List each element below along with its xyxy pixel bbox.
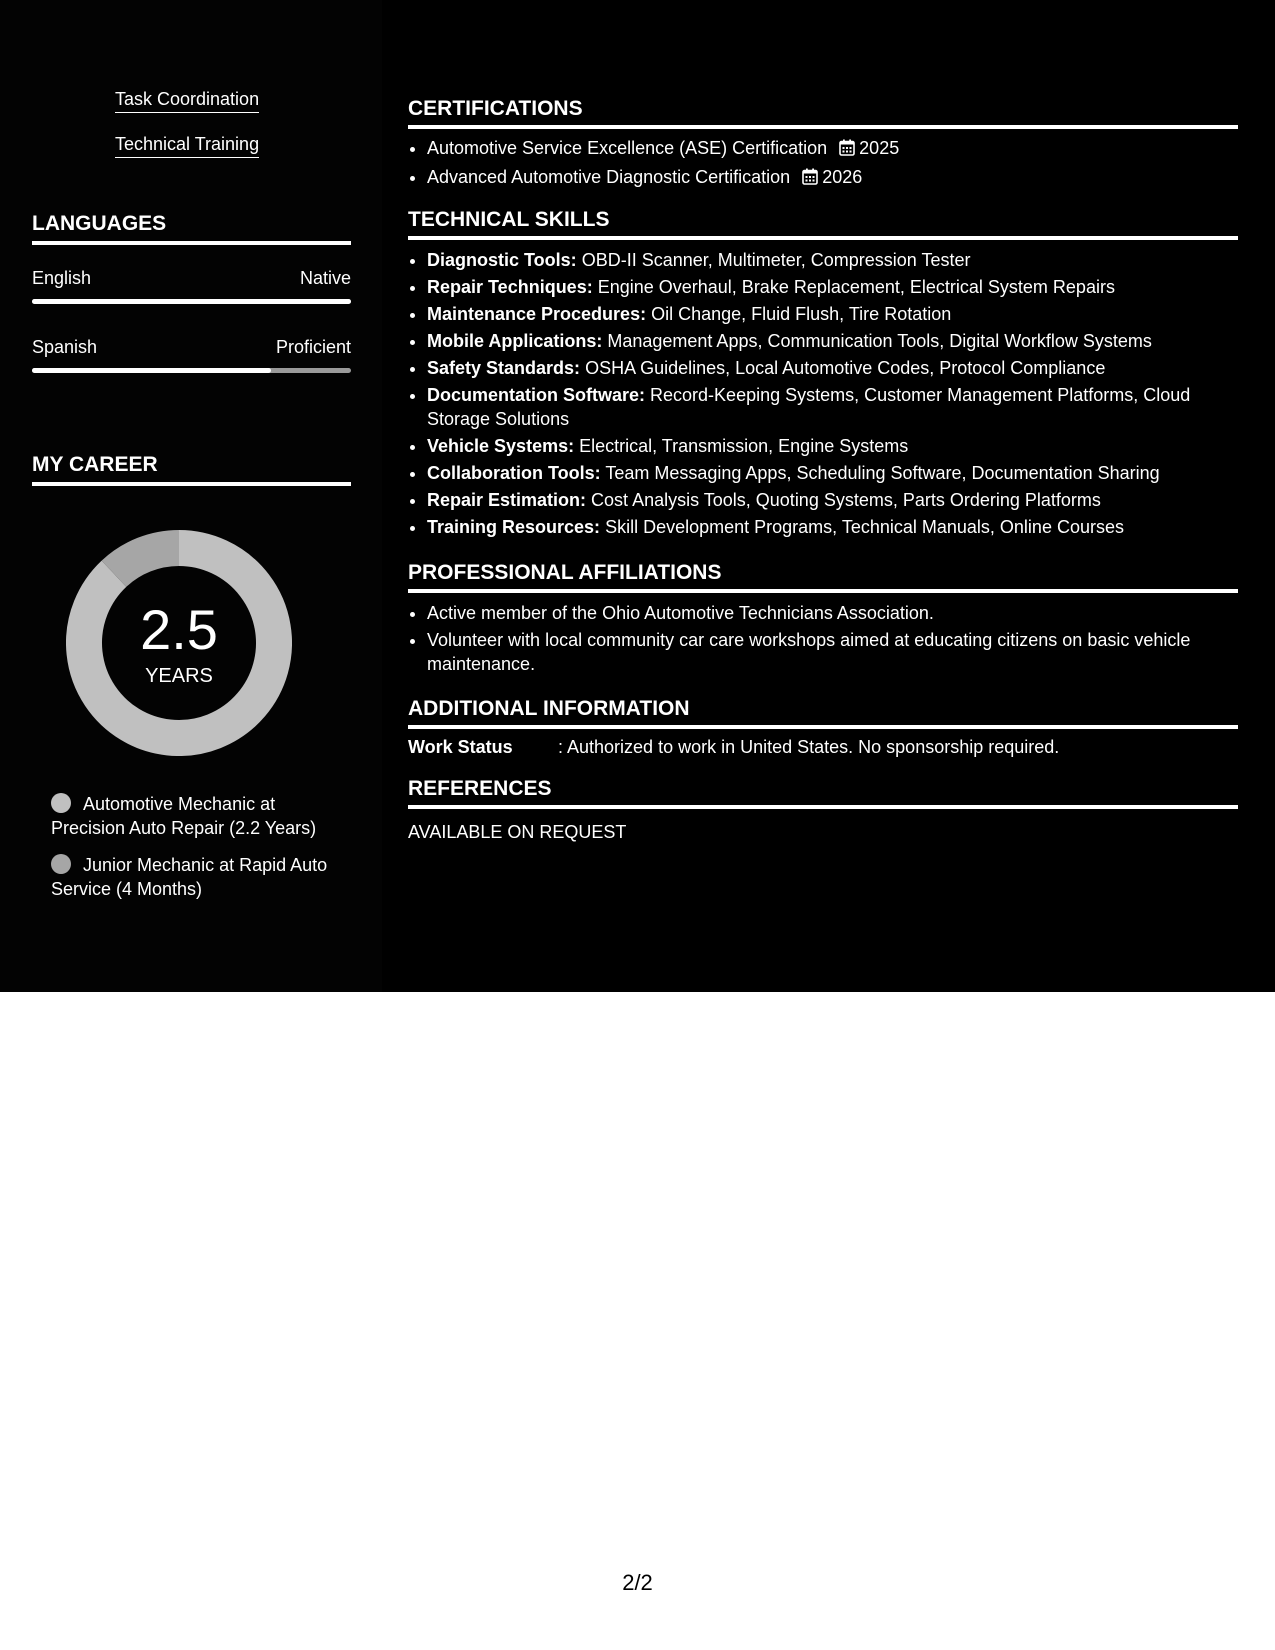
language-name: Spanish <box>32 337 98 357</box>
skill-item <box>427 461 1257 485</box>
references-heading: REFERENCES <box>408 776 1238 809</box>
skill-value: OSHA Guidelines, Local Automotive Codes, Protocol Compliance <box>585 358 1106 378</box>
skill-link-technical-training[interactable]: Technical Training <box>115 133 259 158</box>
work-status-label: Work Status <box>408 737 513 757</box>
skill-value: Cost Analysis Tools, Quoting Systems, Parts Ordering Platforms <box>591 490 1101 510</box>
certification-item <box>427 136 1257 162</box>
skill-value: Record-Keeping Systems, Customer Management Platforms, Cloud Storage Solutions <box>427 385 1191 429</box>
skill-link-task-coordination[interactable]: Task Coordination <box>115 88 259 113</box>
skill-label: Vehicle Systems: <box>427 436 575 456</box>
skill-label: Diagnostic Tools: <box>427 250 577 270</box>
affiliations-list <box>408 601 1257 679</box>
additional-info-heading: ADDITIONAL INFORMATION <box>408 696 1238 729</box>
certification-item <box>427 165 1257 191</box>
skill-value: Skill Development Programs, Technical Manuals, Online Courses <box>605 517 1124 537</box>
affiliations-heading: PROFESSIONAL AFFILIATIONS <box>408 560 1238 593</box>
language-level: Native <box>299 268 351 288</box>
skill-value: Electrical, Transmission, Engine Systems <box>579 436 909 456</box>
career-segment-rapid-auto <box>114 548 179 574</box>
language-proficiency-fill <box>32 368 271 373</box>
certifications-heading: CERTIFICATIONS <box>408 96 1238 129</box>
skill-label: Maintenance Procedures: <box>427 304 647 324</box>
language-proficiency-bar <box>32 368 351 373</box>
skill-item <box>427 515 1257 539</box>
career-item <box>51 792 341 840</box>
skill-label: Training Resources: <box>427 517 601 537</box>
page-number: 2/2 <box>622 1570 653 1595</box>
affiliation-item: • Volunteer with local community car care workshops aimed at educating citizens on basic vehicle maintenance. <box>427 628 1257 676</box>
skill-value: OBD-II Scanner, Multimeter, Compression Tester <box>581 250 971 270</box>
languages-heading: LANGUAGES <box>32 211 351 245</box>
skill-label: Collaboration Tools: <box>427 463 601 483</box>
skill-item <box>427 488 1257 512</box>
technical-skills-list <box>408 248 1257 542</box>
skill-item <box>427 383 1257 431</box>
skill-label: Safety Standards: <box>427 358 581 378</box>
skill-item <box>427 248 1257 272</box>
work-status-value: : Authorized to work in United States. No sponsorship required. <box>558 737 1060 757</box>
skill-label: Repair Techniques: <box>427 277 593 297</box>
career-total-years: 2.5 <box>140 598 218 661</box>
skill-value: Oil Change, Fluid Flush, Tire Rotation <box>651 304 952 324</box>
skill-item <box>427 434 1257 458</box>
career-item-label: Automotive Mechanic at Precision Auto Repair (2.2 Years) <box>51 794 317 838</box>
skill-value: Management Apps, Communication Tools, Digital Workflow Systems <box>607 331 1152 351</box>
career-heading: MY CAREER <box>32 452 351 486</box>
skill-label: Documentation Software: <box>427 385 646 405</box>
skill-item <box>427 329 1257 353</box>
language-row-spanish <box>32 336 351 386</box>
language-level: Proficient <box>275 337 351 357</box>
legend-dot <box>51 854 71 874</box>
skill-item <box>427 275 1257 299</box>
certifications-list <box>408 136 1257 194</box>
skill-label: Mobile Applications: <box>427 331 603 351</box>
skill-item <box>427 356 1257 380</box>
certification-year: 2025 <box>859 138 900 158</box>
language-row-english <box>32 267 351 317</box>
certification-name: Automotive Service Excellence (ASE) Certification <box>427 138 828 158</box>
work-status-row <box>408 735 1238 759</box>
calendar-icon <box>839 138 855 162</box>
language-proficiency-bar <box>32 299 351 304</box>
legend-dot <box>51 793 71 813</box>
calendar-icon <box>802 167 818 191</box>
career-item <box>51 853 341 901</box>
certification-name: Advanced Automotive Diagnostic Certification <box>427 167 791 187</box>
certification-year: 2026 <box>822 167 863 187</box>
skill-value: Team Messaging Apps, Scheduling Software, Documentation Sharing <box>605 463 1160 483</box>
skill-label: Repair Estimation: <box>427 490 587 510</box>
language-name: English <box>32 268 92 288</box>
career-item-label: Junior Mechanic at Rapid Auto Service (4 Months) <box>51 855 328 899</box>
references-text: AVAILABLE ON REQUEST <box>408 822 627 842</box>
language-proficiency-fill <box>32 299 351 304</box>
affiliation-item: • Active member of the Ohio Automotive Technicians Association. <box>427 601 1257 625</box>
skill-item <box>427 302 1257 326</box>
career-total-unit: YEARS <box>145 665 213 687</box>
skill-value: Engine Overhaul, Brake Replacement, Electrical System Repairs <box>597 277 1115 297</box>
technical-skills-heading: TECHNICAL SKILLS <box>408 207 1238 240</box>
